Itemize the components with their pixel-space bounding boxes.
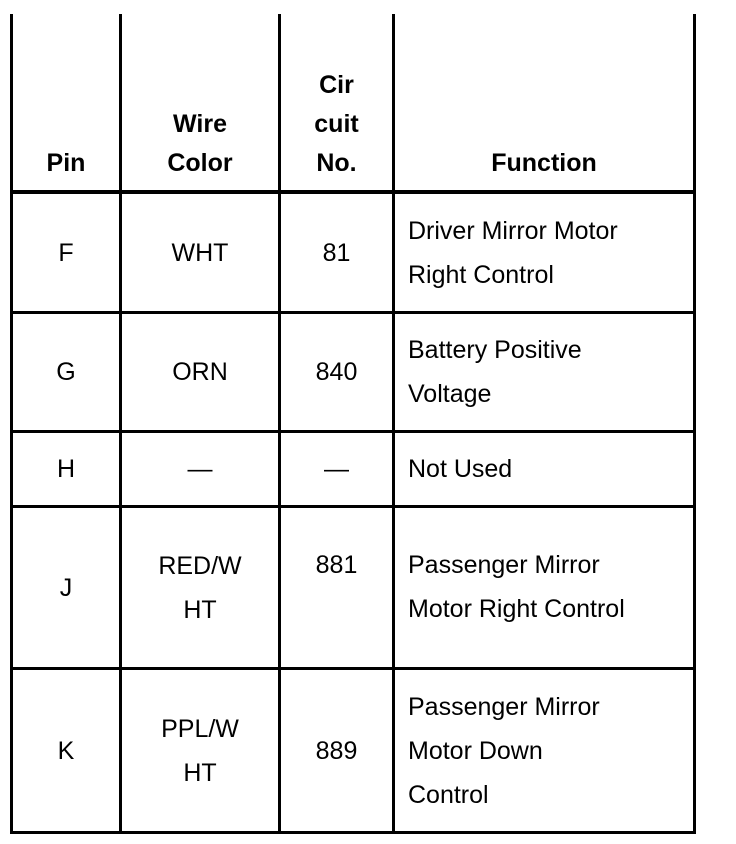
wire-color-cell: PPL/W HT (161, 714, 239, 787)
header-circuit-no (281, 14, 392, 190)
table-row-g-function (395, 314, 693, 430)
table-row-h-circuit (281, 433, 392, 505)
table-row-k-wire-color (122, 670, 278, 831)
function-cell: Not Used (408, 455, 513, 483)
header-wire-color-label: Wire Color (167, 110, 233, 177)
pin-cell: J (59, 573, 73, 602)
circuit-cell: 81 (322, 238, 351, 267)
wire-color-cell: RED/W HT (158, 551, 242, 624)
circuit-cell: 889 (315, 736, 358, 765)
table-row-f-circuit (281, 194, 392, 311)
function-cell: Passenger Mirror Motor Right Control (408, 551, 625, 623)
header-function-label: Function (491, 149, 597, 177)
pin-cell: H (56, 455, 76, 483)
function-cell: Driver Mirror Motor Right Control (408, 216, 618, 289)
wire-color-cell: — (187, 455, 213, 483)
table-row-k-function (395, 670, 693, 831)
table-row-j-circuit (281, 508, 392, 667)
wire-color-cell: WHT (171, 238, 229, 267)
table-row-j-pin (13, 508, 119, 667)
table-row-j-function (395, 508, 693, 667)
header-pin (13, 14, 119, 190)
table-row-k-pin (13, 670, 119, 831)
table-row-h-function (395, 433, 693, 505)
pin-cell: G (56, 358, 76, 386)
wire-color-cell: ORN (172, 358, 228, 386)
wiring-pinout-table (10, 14, 696, 834)
table-row-g-wire-color (122, 314, 278, 430)
table-row-k-circuit (281, 670, 392, 831)
table-border-bottom (10, 831, 696, 834)
table-row-g-pin (13, 314, 119, 430)
table-row-g-circuit (281, 314, 392, 430)
function-cell: Passenger Mirror Motor Down Control (408, 692, 600, 809)
table-row-h-wire-color (122, 433, 278, 505)
table-border-right (693, 14, 696, 834)
table-row-f-wire-color (122, 194, 278, 311)
table-row-f-pin (13, 194, 119, 311)
header-pin-label: Pin (46, 149, 86, 177)
circuit-cell: — (324, 455, 349, 483)
header-circuit-no-label: Cir cuit No. (314, 71, 359, 177)
circuit-cell: 840 (315, 358, 358, 386)
function-cell: Battery Positive Voltage (408, 336, 582, 408)
table-row-h-pin (13, 433, 119, 505)
pin-cell: F (58, 238, 74, 267)
pin-cell: K (57, 736, 75, 765)
table-row-j-wire-color (122, 508, 278, 667)
header-function (395, 14, 693, 190)
table-row-f-function (395, 194, 693, 311)
header-wire-color (122, 14, 278, 190)
circuit-cell: 881 (315, 551, 358, 579)
